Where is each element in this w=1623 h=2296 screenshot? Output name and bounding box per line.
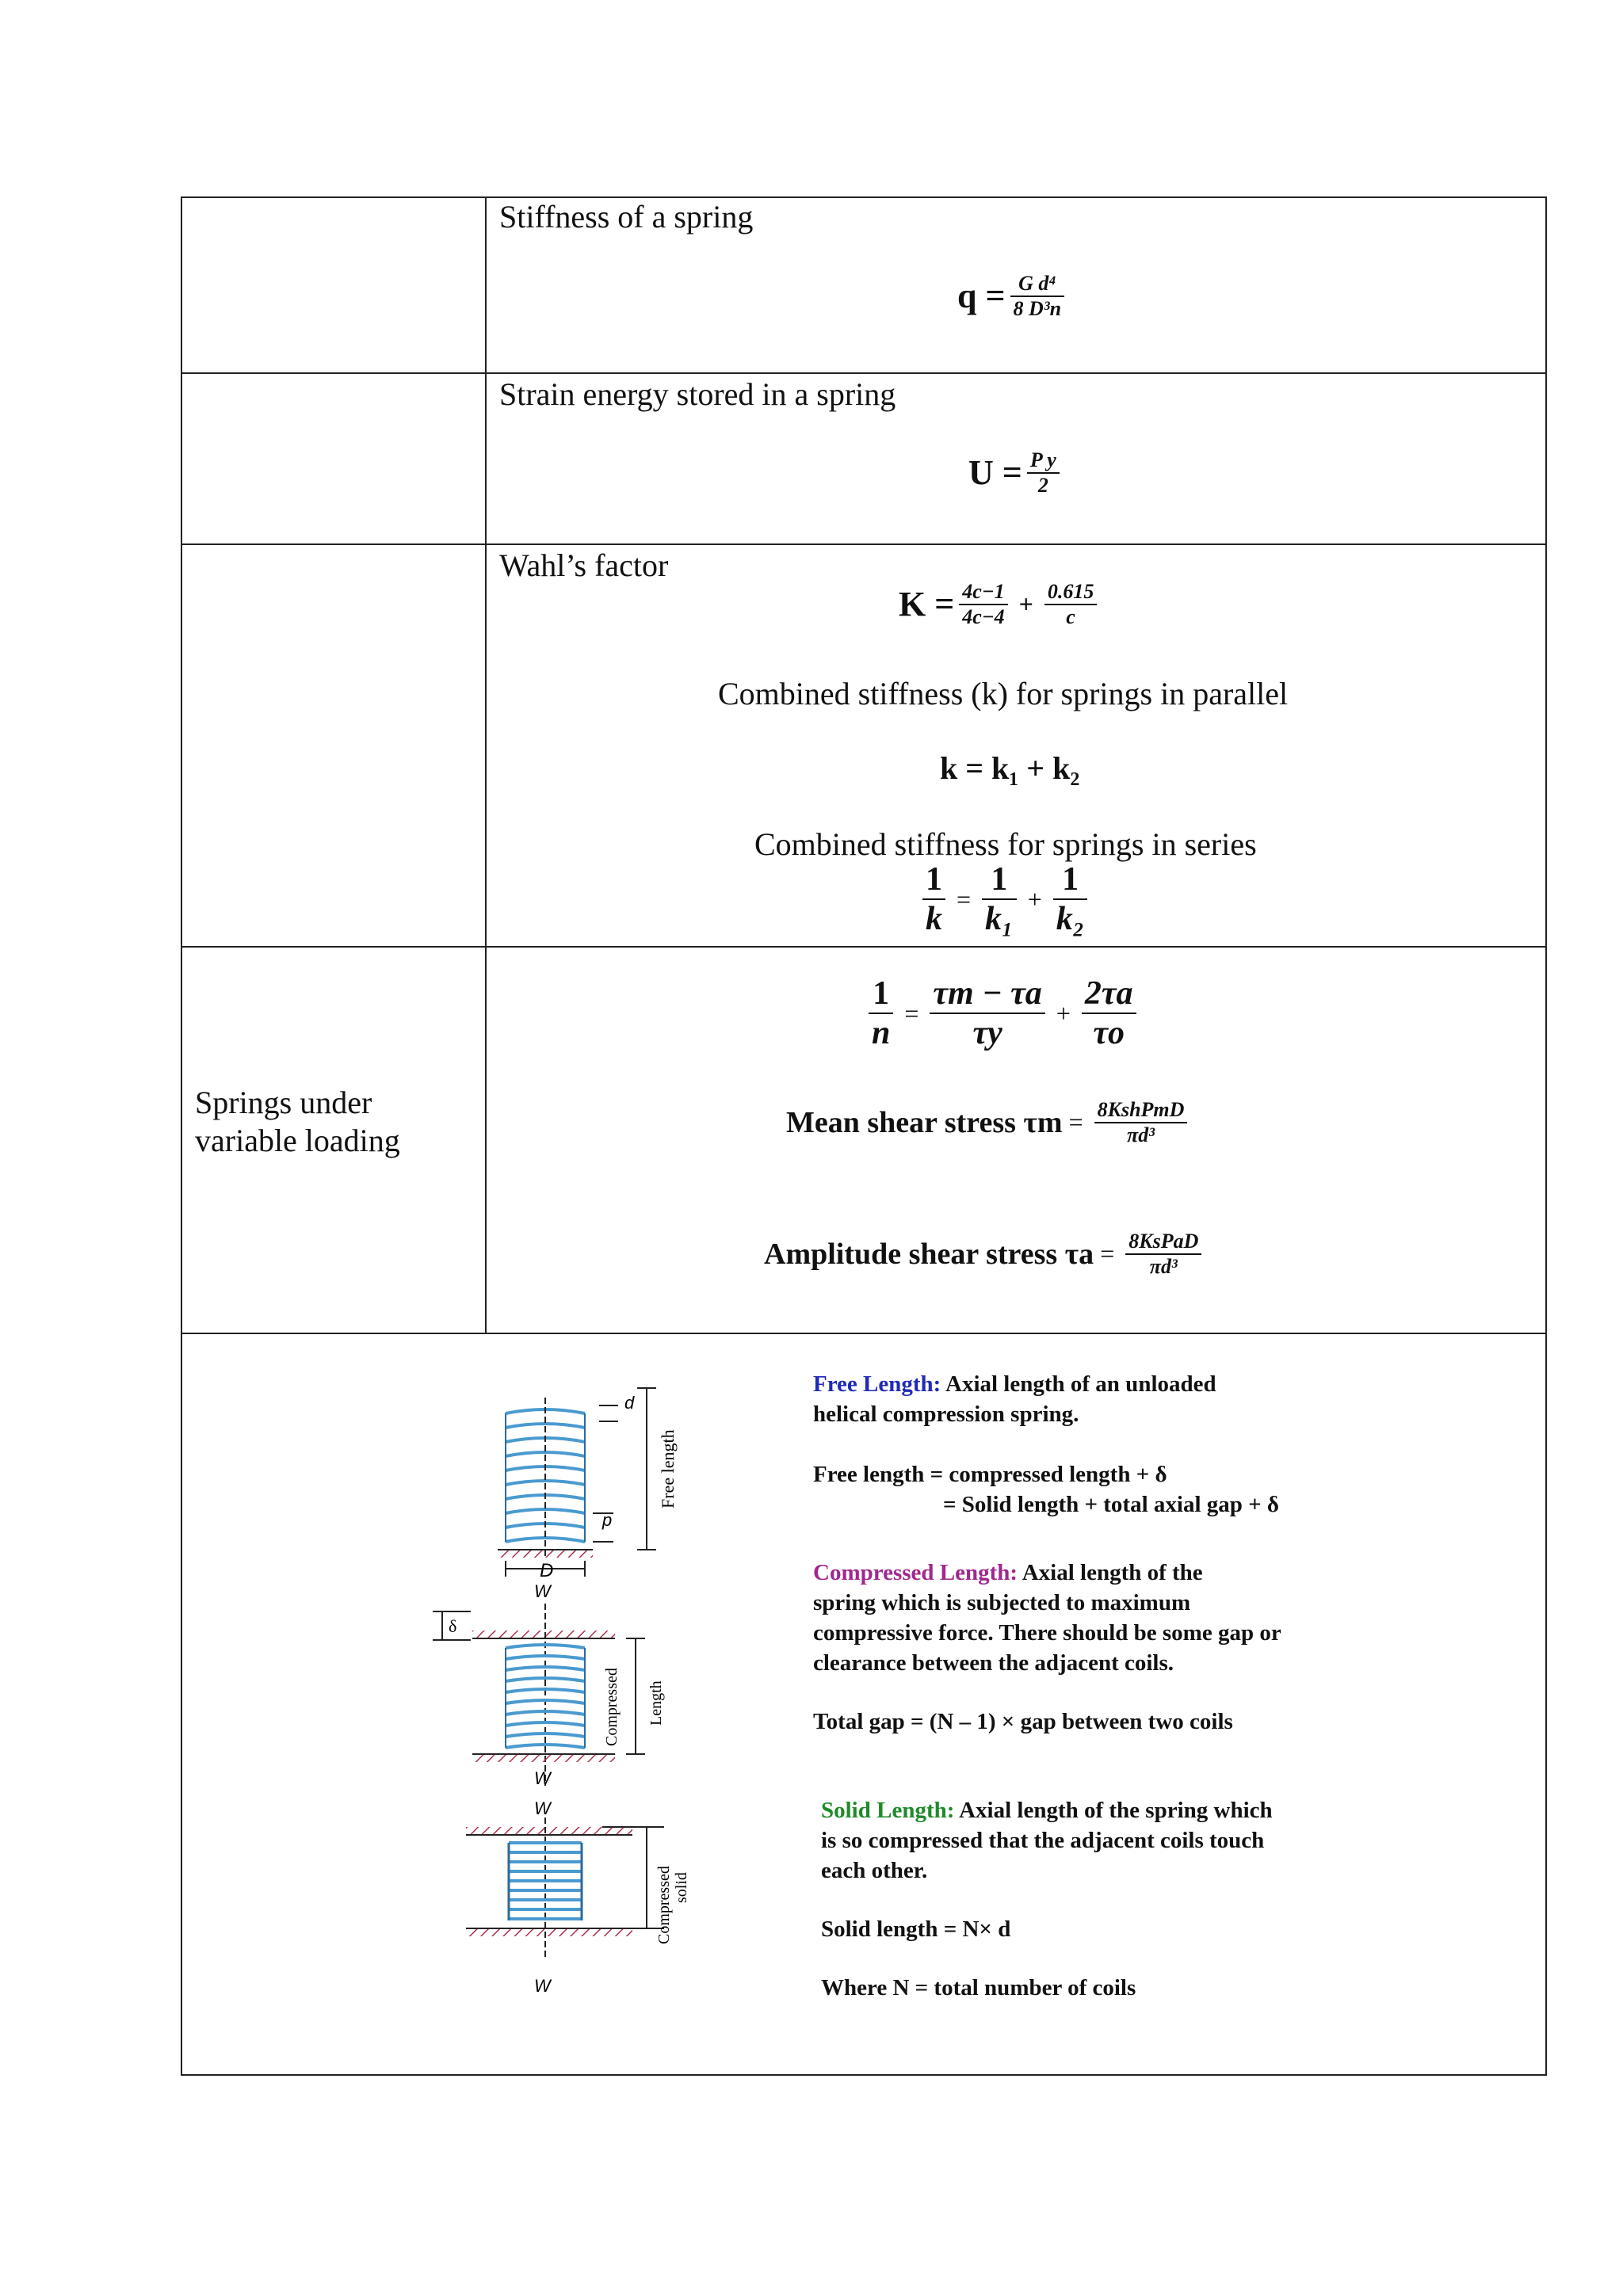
soder-numerator-1: τm − τa: [933, 975, 1042, 1012]
series-denominator-1: k₁: [985, 901, 1014, 938]
compressed-length-text-1: Axial length of the: [1022, 1560, 1203, 1585]
row-divider: [181, 543, 1547, 545]
wahl-denominator-1: 4c−4: [962, 605, 1005, 628]
stiffness-formula: [957, 272, 1069, 321]
soder-denominator-2: τo: [1093, 1015, 1125, 1052]
series-lhs-numerator: 1: [926, 861, 942, 898]
parallel-title: Combined stiffness (k) for springs in parallel: [718, 676, 1289, 711]
strain-numerator: P y: [1029, 448, 1056, 471]
series-formula: [918, 860, 1092, 939]
solid-length-formula: Solid length = N× d: [821, 1917, 1011, 1942]
mean-shear-fraction: [1094, 1098, 1188, 1147]
solid-length-text-2: is so compressed that the adjacent coils touch: [821, 1828, 1265, 1853]
series-fraction-2: [1053, 860, 1088, 939]
delta-marker: [433, 1611, 471, 1640]
soder-lhs-fraction: [869, 974, 893, 1053]
label-w-4: W: [534, 1976, 551, 1996]
series-numerator-2: 1: [1062, 861, 1079, 898]
label-w-3: W: [534, 1798, 551, 1818]
free-length-line-1: [813, 1369, 1216, 1399]
free-length-heading: Free Length:: [813, 1371, 941, 1397]
solid-length-text-3: each other.: [821, 1858, 928, 1883]
label-compressed-solid-1: Compressed: [655, 1866, 673, 1944]
label-compressed-length-2: Length: [647, 1680, 665, 1726]
soder-numerator-2: 2τa: [1084, 975, 1133, 1012]
mean-shear-numerator: 8KshPmD: [1097, 1098, 1185, 1121]
table-border-bottom: [181, 2074, 1547, 2076]
wahl-formula: [899, 580, 1102, 629]
series-equals: =: [957, 884, 972, 913]
wahl-title: Wahl’s factor: [499, 547, 669, 583]
compressed-length-text-3: compressive force. There should be some gap or: [813, 1620, 1281, 1646]
amplitude-shear-equals: =: [1100, 1239, 1115, 1268]
series-lhs-denominator: k: [926, 901, 942, 938]
stiffness-lhs: q =: [957, 277, 1006, 316]
compressed-spring: [472, 1604, 665, 1818]
table-border-left: [181, 196, 182, 2076]
wahl-fraction-1: [959, 580, 1007, 629]
soder-lhs-numerator: 1: [873, 975, 890, 1012]
solid-spring: [466, 1817, 690, 1996]
series-title: Combined stiffness for springs in series: [754, 826, 1257, 862]
series-fraction-1: [982, 860, 1017, 939]
label-w-1: W: [534, 1581, 551, 1601]
amplitude-shear-label: Amplitude shear stress τa: [764, 1237, 1094, 1271]
strain-fraction: [1027, 448, 1060, 498]
series-plus: +: [1027, 884, 1042, 913]
label-compressed-length-1: Compressed: [603, 1668, 621, 1746]
wahl-numerator-1: 4c−1: [962, 580, 1005, 603]
table-border-top: [181, 196, 1547, 198]
free-length-formula-1: Free length = compressed length + δ: [813, 1462, 1167, 1487]
solid-length-line-1: [821, 1795, 1273, 1825]
wahl-lhs: K =: [899, 585, 955, 624]
amplitude-shear-formula: [764, 1230, 1206, 1279]
label-free-length: Free length: [658, 1429, 678, 1508]
wahl-numerator-2: 0.615: [1047, 580, 1094, 603]
amplitude-shear-denominator: πd³: [1149, 1254, 1178, 1278]
soderberg-formula: [864, 974, 1141, 1053]
wahl-fraction-2: [1044, 580, 1098, 629]
column-divider: [485, 196, 487, 1334]
soder-denominator-1: τy: [972, 1015, 1002, 1052]
label-delta: δ: [449, 1616, 457, 1636]
free-length-text-2: helical compression spring.: [813, 1402, 1079, 1427]
label-p: p: [602, 1510, 613, 1530]
row-divider: [181, 372, 1547, 374]
compressed-length-text-4: clearance between the adjacent coils.: [813, 1650, 1174, 1676]
compressed-length-text-2: spring which is subjected to maximum: [813, 1590, 1191, 1615]
where-n-note: Where N = total number of coils: [821, 1975, 1136, 2000]
table-border-right: [1545, 196, 1547, 2076]
compressed-length-heading: Compressed Length:: [813, 1560, 1018, 1585]
mean-shear-denominator: πd³: [1127, 1123, 1155, 1146]
stiffness-fraction: [1010, 272, 1065, 321]
strain-lhs: U =: [968, 453, 1022, 493]
mean-shear-equals: =: [1068, 1108, 1083, 1137]
soder-fraction-2: [1082, 974, 1136, 1053]
row-divider: [181, 1333, 1547, 1334]
solid-length-heading: Solid Length:: [821, 1798, 955, 1823]
soder-lhs-denominator: n: [872, 1015, 891, 1052]
soder-fraction-1: [930, 974, 1044, 1053]
label-d: d: [624, 1393, 635, 1413]
wahl-denominator-2: c: [1066, 605, 1075, 628]
free-length-formula-2: = Solid length + total axial gap + δ: [943, 1492, 1279, 1517]
compressed-length-line-1: [813, 1558, 1203, 1588]
parallel-formula: k = k₁ + k₂: [940, 750, 1080, 786]
amplitude-shear-numerator: 8KsPaD: [1128, 1230, 1199, 1253]
stiffness-numerator: G d⁴: [1018, 272, 1056, 295]
total-gap-formula: Total gap = (N – 1) × gap between two coils: [813, 1709, 1233, 1734]
soder-plus: +: [1056, 998, 1071, 1028]
row-divider: [181, 946, 1547, 948]
stiffness-denominator: 8 D³n: [1013, 296, 1062, 320]
series-lhs-fraction: [922, 860, 945, 939]
label-w-2: W: [534, 1768, 551, 1788]
strain-denominator: 2: [1037, 473, 1048, 497]
variable-loading-label-1: Springs under: [195, 1085, 372, 1120]
mean-shear-label: Mean shear stress τm: [786, 1105, 1063, 1139]
free-spring: [498, 1388, 678, 1601]
wahl-plus: +: [1018, 589, 1033, 619]
solid-length-text-1: Axial length of the spring which: [959, 1798, 1273, 1823]
label-D: D: [540, 1560, 554, 1581]
strain-energy-title: Strain energy stored in a spring: [499, 376, 896, 412]
series-denominator-2: k₂: [1056, 901, 1085, 938]
free-length-text-1: Axial length of an unloaded: [945, 1371, 1216, 1397]
variable-loading-label-2: variable loading: [195, 1123, 400, 1158]
stiffness-title: Stiffness of a spring: [499, 199, 754, 235]
amplitude-shear-fraction: [1125, 1230, 1201, 1279]
soder-equals: =: [904, 998, 919, 1028]
series-numerator-1: 1: [991, 861, 1008, 898]
label-compressed-solid-2: solid: [673, 1872, 690, 1903]
mean-shear-formula: [786, 1098, 1192, 1147]
strain-energy-formula: [968, 448, 1064, 498]
formula-table: [181, 196, 1547, 2076]
